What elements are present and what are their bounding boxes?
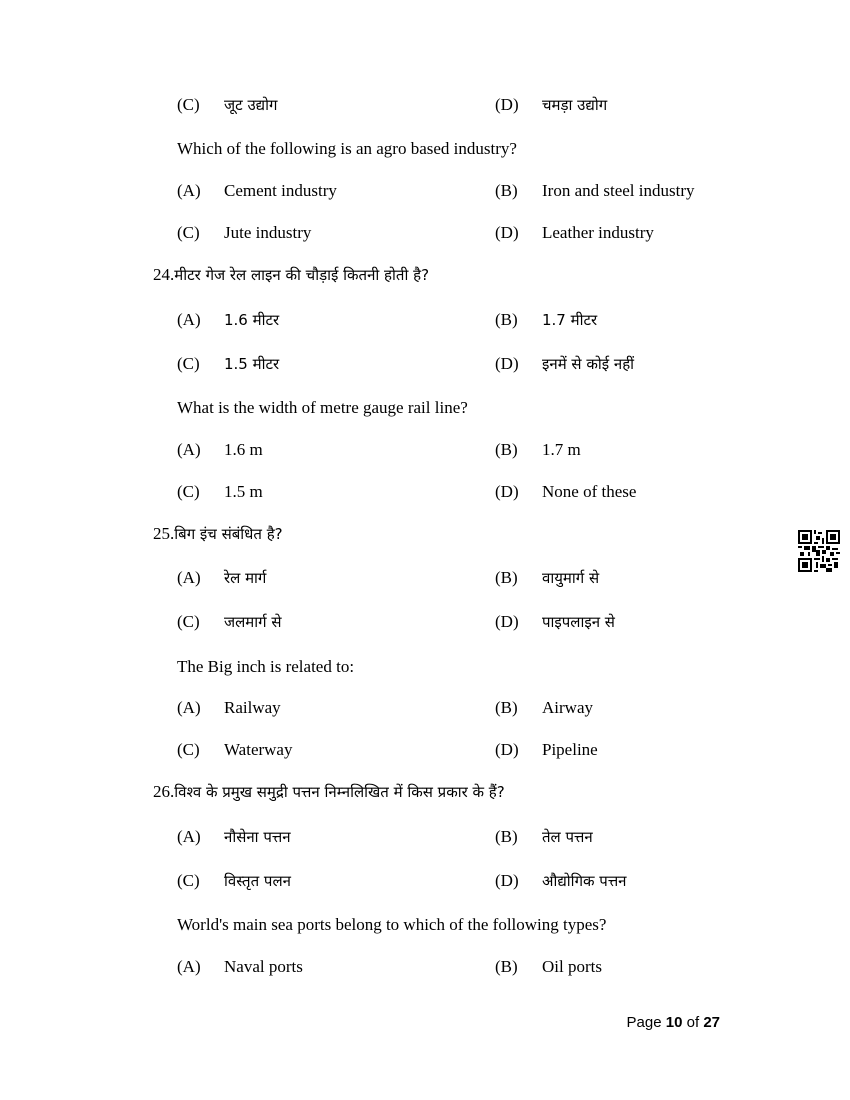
option-label: (A) (177, 181, 201, 200)
option-text: Airway (542, 698, 593, 717)
option-label: (C) (177, 740, 200, 759)
option-label: (D) (495, 95, 519, 114)
option-text: Oil ports (542, 957, 602, 976)
page-current: 10 (665, 1014, 683, 1031)
option-row (0, 438, 850, 462)
question-text: बिग इंच संबंधित है? (174, 525, 283, 543)
option-text: 1.5 m (224, 482, 263, 501)
option-row (0, 308, 850, 332)
option-text: None of these (542, 482, 637, 501)
option-label: (A) (177, 827, 201, 846)
option-label: (A) (177, 310, 201, 329)
option-label: (C) (177, 871, 200, 890)
option-text: वायुमार्ग से (542, 569, 600, 587)
option-label: (A) (177, 440, 201, 459)
option-label: (D) (495, 740, 519, 759)
option-label: (C) (177, 482, 200, 501)
option-row (0, 738, 850, 762)
option-text: 1.5 मीटर (224, 355, 280, 373)
option-text: Leather industry (542, 223, 654, 242)
option-label: (B) (495, 440, 518, 459)
question-text: Which of the following is an agro based industry? (177, 139, 517, 158)
option-text: Iron and steel industry (542, 181, 695, 200)
option-row (0, 610, 850, 634)
question-row (0, 396, 850, 420)
option-row (0, 480, 850, 504)
option-text: औद्योगिक पत्तन (542, 872, 627, 890)
option-text: तेल पत्तन (542, 828, 593, 846)
option-text: 1.6 मीटर (224, 311, 280, 329)
option-row (0, 955, 850, 979)
option-text: चमड़ा उद्योग (542, 96, 608, 114)
option-text: 1.7 m (542, 440, 581, 459)
question-row (0, 137, 850, 161)
option-label: (A) (177, 568, 201, 587)
qr-code-icon (798, 530, 840, 572)
option-row (0, 696, 850, 720)
question-row (0, 263, 850, 287)
question-number: 25. (153, 524, 175, 543)
option-label: (C) (177, 354, 200, 373)
option-label: (A) (177, 698, 201, 717)
option-row (0, 221, 850, 245)
option-text: Pipeline (542, 740, 598, 759)
option-row (0, 566, 850, 590)
question-number: 24. (153, 265, 175, 284)
option-text: रेल मार्ग (224, 569, 267, 587)
option-text: जूट उद्योग (224, 96, 278, 114)
option-label: (B) (495, 181, 518, 200)
question-text: The Big inch is related to: (177, 657, 355, 676)
option-label: (D) (495, 223, 519, 242)
page-number (627, 1014, 720, 1031)
question-row (0, 522, 850, 546)
option-label: (C) (177, 223, 200, 242)
option-text: Railway (224, 698, 281, 717)
option-row (0, 869, 850, 893)
option-text: Naval ports (224, 957, 303, 976)
option-text: इनमें से कोई नहीं (542, 355, 635, 373)
option-text: Jute industry (224, 223, 312, 242)
question-row (0, 780, 850, 804)
question-row (0, 913, 850, 937)
question-text: मीटर गेज रेल लाइन की चौड़ाई कितनी होती है? (174, 266, 430, 284)
option-row (0, 825, 850, 849)
option-label: (D) (495, 871, 519, 890)
option-label: (D) (495, 354, 519, 373)
option-label: (D) (495, 612, 519, 631)
option-text: 1.6 m (224, 440, 263, 459)
option-label: (B) (495, 698, 518, 717)
option-text: पाइपलाइन से (542, 613, 615, 631)
question-number-and-text (153, 780, 505, 804)
option-label: (C) (177, 612, 200, 631)
question-number: 26. (153, 782, 175, 801)
option-text: विस्तृत पलन (224, 872, 291, 890)
option-text: Cement industry (224, 181, 337, 200)
question-number-and-text (153, 522, 283, 546)
question-text: World's main sea ports belong to which of the following types? (177, 915, 607, 934)
question-text: विश्व के प्रमुख समुद्री पत्तन निम्नलिखित में किस प्रकार के हैं? (174, 783, 505, 801)
option-label: (B) (495, 957, 518, 976)
option-label: (B) (495, 310, 518, 329)
option-text: जलमार्ग से (224, 613, 282, 631)
page-sep: of (686, 1014, 700, 1031)
option-label: (B) (495, 568, 518, 587)
question-number-and-text (153, 263, 429, 287)
option-text: Waterway (224, 740, 293, 759)
question-text: What is the width of metre gauge rail line? (177, 398, 468, 417)
option-label: (D) (495, 482, 519, 501)
option-row (0, 93, 850, 117)
question-row (0, 655, 850, 679)
option-text: नौसेना पत्तन (224, 828, 291, 846)
page-total: 27 (703, 1014, 720, 1031)
option-row (0, 352, 850, 376)
option-label: (A) (177, 957, 201, 976)
option-label: (B) (495, 827, 518, 846)
option-label: (C) (177, 95, 200, 114)
page-prefix: Page (626, 1014, 662, 1031)
option-row (0, 179, 850, 203)
option-text: 1.7 मीटर (542, 311, 598, 329)
